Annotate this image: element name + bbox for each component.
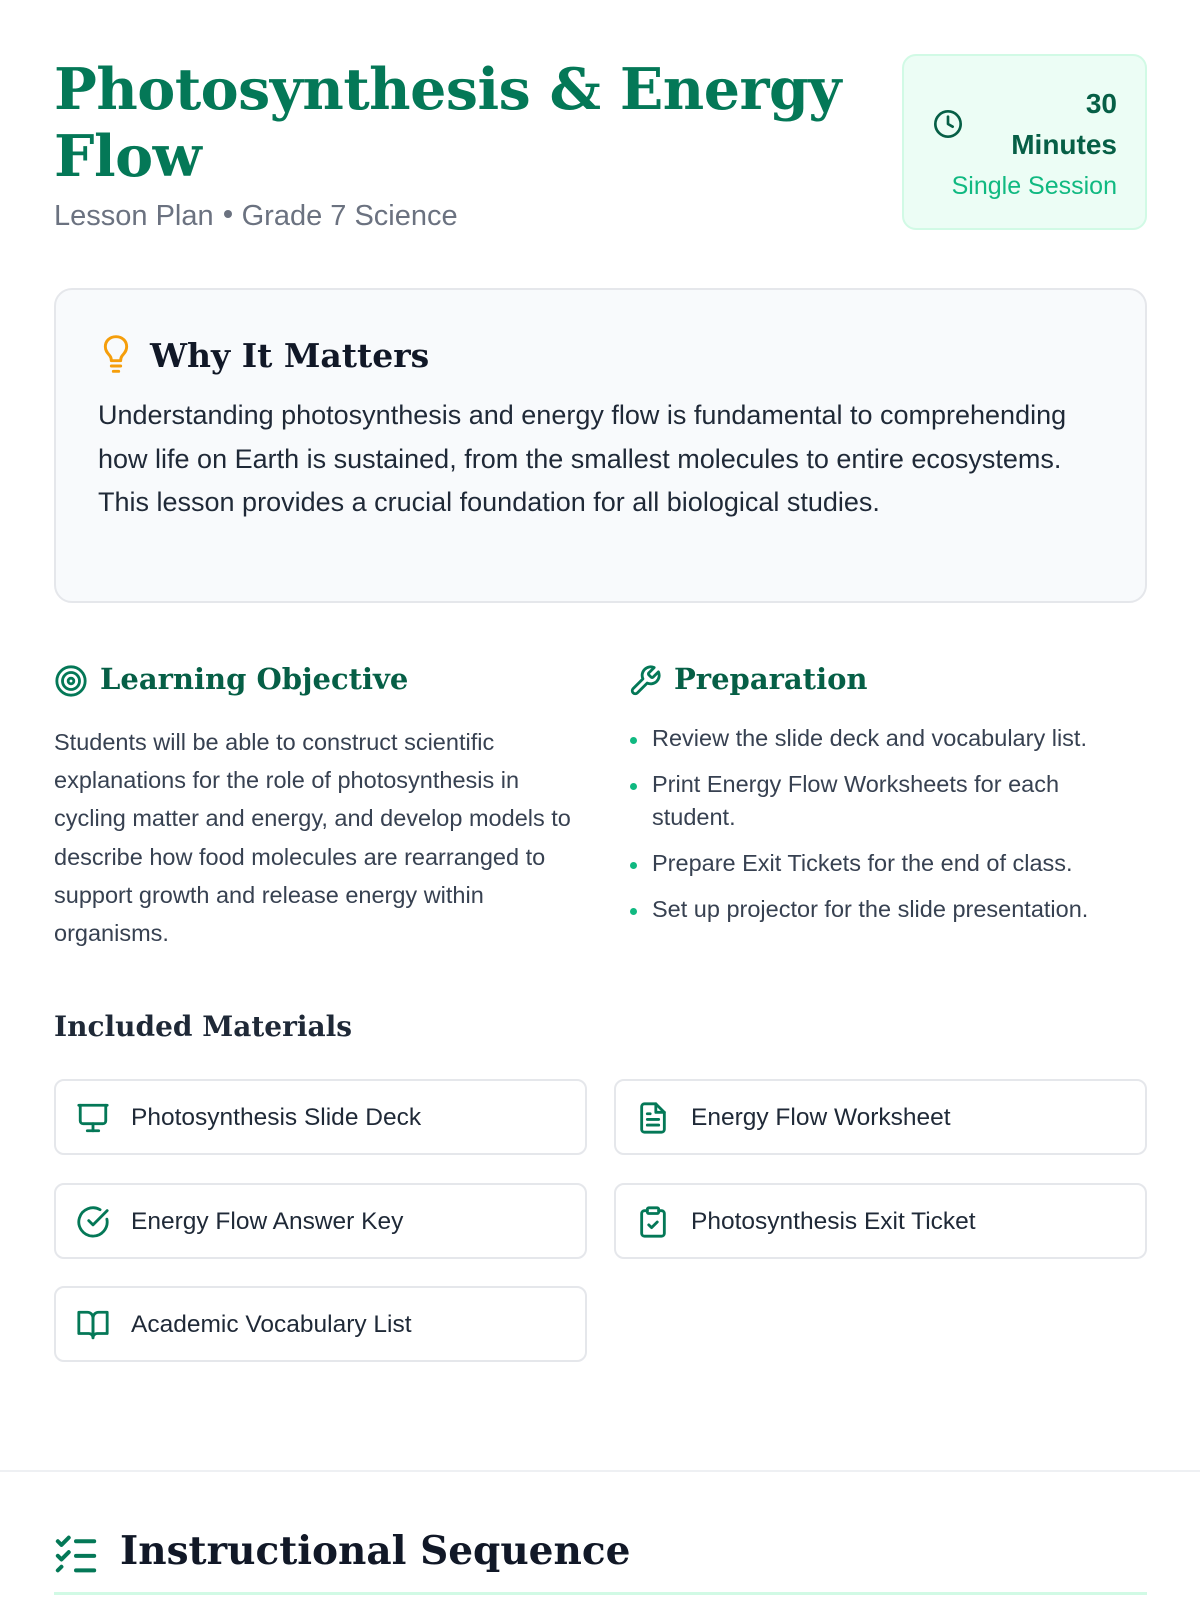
book-open-icon (76, 1308, 110, 1342)
objective-heading: Learning Objective (100, 662, 409, 696)
sequence-underline (54, 1592, 1147, 1595)
document-icon (636, 1101, 670, 1135)
why-it-matters-card (54, 288, 1147, 603)
material-slide-deck[interactable] (54, 1079, 587, 1155)
preparation-item: Set up projector for the slide presentation. (628, 893, 1148, 926)
material-label: Energy Flow Worksheet (691, 1104, 951, 1131)
presentation-icon (76, 1101, 110, 1135)
preparation-heading: Preparation (674, 662, 868, 696)
material-worksheet[interactable] (614, 1079, 1147, 1155)
check-circle-icon (76, 1205, 110, 1239)
title-line-2: Flow (54, 123, 202, 190)
checklist-icon (54, 1534, 98, 1574)
objective-text: Students will be able to construct scientific explanations for the role of photosynthesis in cycling matter and energy, and develop models to describe how food molecules are rearranged to support growth and release energy within organisms. (54, 729, 571, 947)
section-divider (0, 1470, 1200, 1472)
page-title (54, 56, 854, 190)
clock-icon (932, 108, 964, 140)
sequence-heading: Instructional Sequence (120, 1528, 631, 1574)
lightbulb-icon (102, 334, 130, 374)
page-subtitle (54, 198, 854, 234)
preparation-list (628, 722, 1148, 939)
subtitle-grade: Grade 7 Science (241, 200, 458, 232)
preparation-item: Print Energy Flow Worksheets for each student. (628, 768, 1148, 834)
preparation-item: Review the slide deck and vocabulary list. (628, 722, 1148, 755)
material-label: Photosynthesis Exit Ticket (691, 1208, 976, 1235)
target-icon (54, 664, 88, 698)
duration-card (902, 54, 1147, 230)
why-text: Understanding photosynthesis and energy flow is fundamental to comprehending how life on Earth is sustained, from the smallest molecules to entire ecosystems. This lesson provides a crucial foundation for all biological studies. (98, 400, 1067, 517)
session-label: Single Session (951, 172, 1117, 200)
material-answer-key[interactable] (54, 1183, 587, 1259)
material-label: Academic Vocabulary List (131, 1311, 412, 1338)
clipboard-check-icon (636, 1205, 670, 1239)
duration-number: 30 (1085, 88, 1117, 119)
material-label: Photosynthesis Slide Deck (131, 1104, 422, 1131)
wrench-icon (628, 664, 662, 698)
materials-heading: Included Materials (54, 1010, 353, 1043)
subtitle-separator (224, 210, 232, 218)
duration-unit: Minutes (1011, 129, 1117, 160)
material-vocabulary[interactable] (54, 1286, 587, 1362)
material-label: Energy Flow Answer Key (131, 1208, 404, 1235)
title-line-1: Photosynthesis & Energy (54, 56, 842, 123)
material-exit-ticket[interactable] (614, 1183, 1147, 1259)
subtitle-type: Lesson Plan (54, 200, 214, 232)
why-heading: Why It Matters (150, 336, 430, 375)
preparation-item: Prepare Exit Tickets for the end of class. (628, 847, 1148, 880)
lesson-header (54, 56, 854, 234)
